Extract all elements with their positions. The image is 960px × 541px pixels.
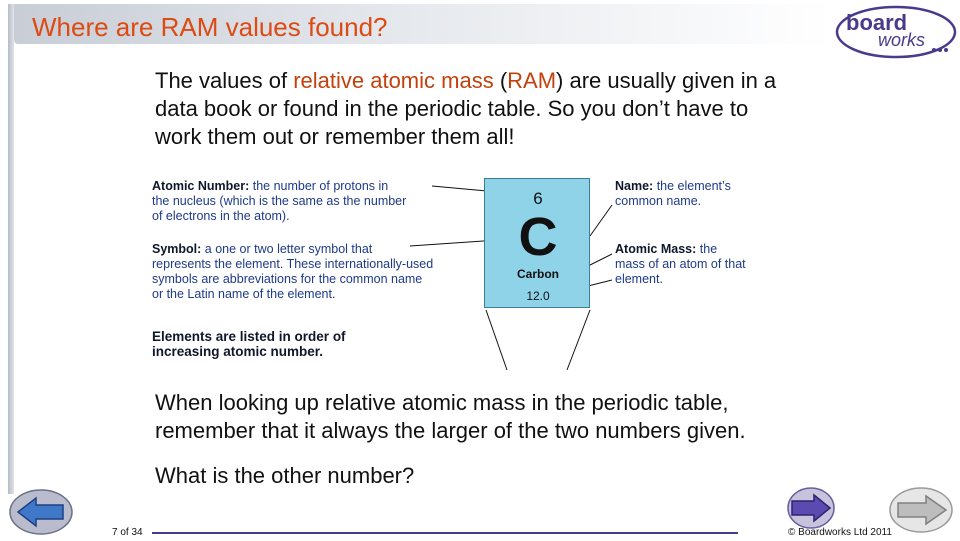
tile-symbol: C [518,207,558,267]
note-atomic-mass [615,242,785,287]
logo-word-board: board [846,10,908,35]
note-text: of electrons in the atom). [152,209,290,223]
note-text: the [699,242,718,256]
note-atomic-mass-label: Atomic Mass: [615,242,697,256]
page-number: 7 of 34 [112,527,143,538]
note-text: the element’s [656,179,731,193]
forward-button[interactable] [888,486,954,539]
intro-highlight-ram-term: relative atomic mass [293,68,494,93]
note-text: symbols are abbreviations for the common name [152,272,423,286]
note-text: the nucleus (which is the same as the number [152,194,407,208]
note-text: a one or two letter symbol that [204,242,373,256]
question-paragraph: What is the other number? [155,463,415,488]
note-atomic-number [152,179,482,224]
intro-text-2: ( [493,68,508,93]
right-arrow-icon [786,486,836,530]
lookup-paragraph: When looking up relative atomic mass in the periodic table, remember that it always the larger of the two numbers given. [155,390,746,443]
right-arrow-icon [888,486,954,534]
note-symbol-label: Symbol: [152,242,202,256]
footer-line [152,532,738,534]
note-text: common name. [615,194,702,208]
intro-text-1: The values of [155,68,294,93]
note-symbol [152,242,482,302]
tile-element-name: Carbon [517,267,559,281]
copyright: © Boardworks Ltd 2011 [788,527,892,538]
left-arrow-icon [8,488,74,536]
back-button[interactable] [8,488,74,541]
note-name-label: Name: [615,179,654,193]
tile-atomic-mass: 12.0 [526,289,550,303]
intro-highlight-ram: RAM [507,68,557,93]
note-text: increasing atomic number. [152,344,324,359]
tile-atomic-number: 6 [533,189,543,208]
note-text: the number of protons in [252,179,389,193]
note-text: Elements are listed in order of [152,329,346,344]
note-atomic-number-label: Atomic Number: [152,179,250,193]
note-text: or the Latin name of the element. [152,287,336,301]
note-order [152,329,482,359]
note-text: mass of an atom of that [615,257,746,271]
periodic-table-tile [484,178,590,308]
note-name [615,179,785,209]
note-text: element. [615,272,663,286]
slide-title: Where are RAM values found? [32,12,388,42]
note-text: represents the element. These internationally-used [152,257,434,271]
logo-word-works: works [878,30,926,50]
intro-text-3: ) are usually given in a data book or found in the periodic table. So you don’t have to work them out or remember them all! [155,68,777,149]
